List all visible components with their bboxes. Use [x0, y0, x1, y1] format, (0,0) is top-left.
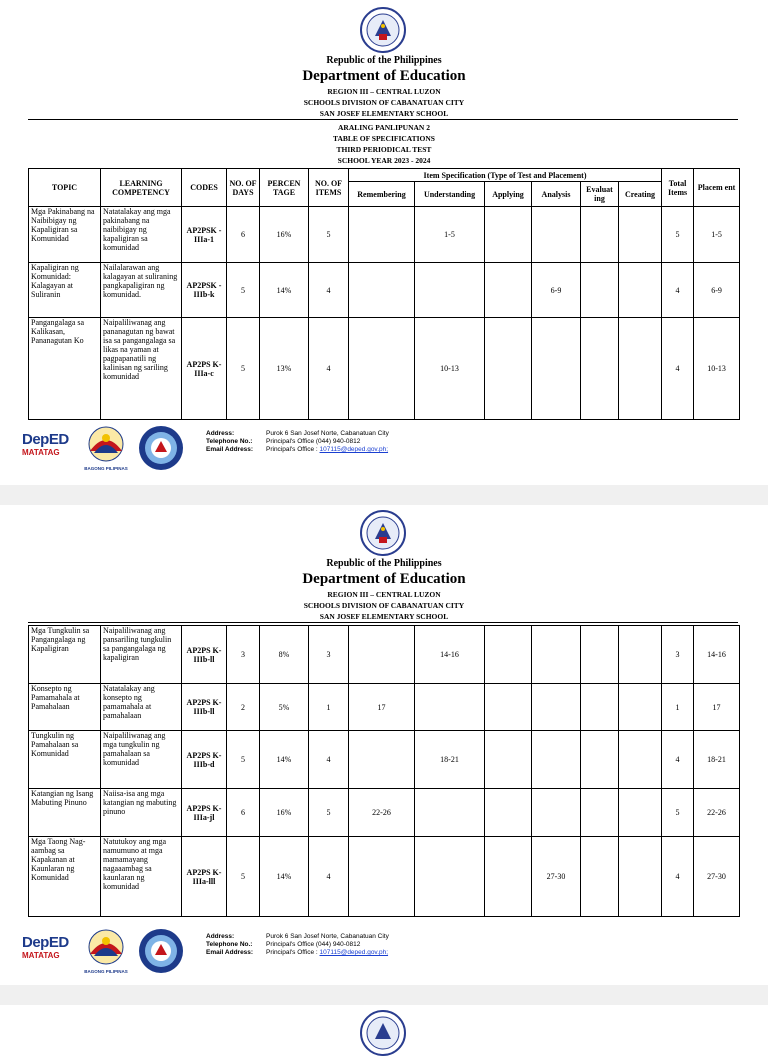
matatag-wordmark: MATATAG [22, 951, 60, 960]
col-item-spec: Item Specification (Type of Test and Placement) [349, 169, 662, 182]
understanding-cell: 18-21 [415, 731, 485, 789]
col-codes: CODES [182, 169, 227, 207]
col-items: NO. OF ITEMS [309, 169, 349, 207]
competency-cell: Naipaliliwanag ang pananagutan ng bawat isa sa pangangalaga sa likas na yaman at pagpapanatili ng kalinisan ng sariling komunidad [101, 318, 182, 420]
understanding-cell [415, 263, 485, 318]
code-cell: AP2PS K- IIIb-d [182, 731, 227, 789]
document-page-2 [0, 505, 768, 985]
evaluating-cell [581, 626, 619, 684]
topic-cell: Pangangalaga sa Kalikasan, Pananagutan Ko [29, 318, 101, 420]
competency-cell: Natatalakay ang mga pakinabang na naibibigay ng kapaligiran sa komunidad [101, 207, 182, 263]
items-cell: 1 [309, 684, 349, 731]
competency-cell: Natutukoy ang mga namumuno at mga mamamayang nagaaambag sa kaunlaran ng komunidad [101, 837, 182, 917]
total-cell: 1 [662, 684, 694, 731]
items-cell: 5 [309, 207, 349, 263]
days-cell: 2 [227, 684, 260, 731]
bagong-pilipinas-logo [80, 928, 132, 974]
days-cell: 6 [227, 207, 260, 263]
region-heading: REGION III – CENTRAL LUZON [327, 590, 441, 599]
header-divider [28, 119, 738, 120]
days-cell: 5 [227, 318, 260, 420]
percent-cell: 5% [260, 684, 309, 731]
table-row [29, 207, 740, 263]
email-link[interactable]: 107115@deped.gov.ph; [319, 949, 389, 956]
code-cell: AP2PS K- IIIb-ll [182, 684, 227, 731]
items-cell: 5 [309, 789, 349, 837]
col-topic: TOPIC [29, 169, 101, 207]
tos-title: TABLE OF SPECIFICATIONS [333, 134, 435, 143]
deped-seal-icon [359, 6, 407, 54]
deped-wordmark: DepED [22, 934, 69, 951]
total-cell: 5 [662, 207, 694, 263]
creating-cell [619, 207, 662, 263]
competency-cell: Natatalakay ang konsepto ng pamamahala at pamahalaan [101, 684, 182, 731]
topic-cell: Mga Tungkulin sa Pangangalaga ng Kapaligiran [29, 626, 101, 684]
evaluating-cell [581, 837, 619, 917]
address-value: Purok 6 San Josef Norte, Cabanatuan City [266, 430, 389, 437]
items-cell: 4 [309, 263, 349, 318]
analysis-cell [532, 684, 581, 731]
remembering-cell: 17 [349, 684, 415, 731]
republic-heading: Republic of the Philippines [326, 55, 442, 66]
deped-matatag-logo [22, 934, 72, 970]
analysis-cell: 27-30 [532, 837, 581, 917]
col-understanding: Understanding [415, 182, 485, 207]
days-cell: 5 [227, 731, 260, 789]
remembering-cell [349, 207, 415, 263]
telephone-value: Principal's Office (044) 940-0812 [266, 438, 361, 445]
percent-cell: 8% [260, 626, 309, 684]
percent-cell: 16% [260, 789, 309, 837]
school-heading: SAN JOSEF ELEMENTARY SCHOOL [319, 109, 449, 118]
bagong-pilipinas-text: BAGONG PILIPINAS [84, 969, 128, 974]
table-row [29, 263, 740, 318]
placement-cell: 17 [694, 684, 740, 731]
topic-cell: Tungkulin ng Pamahalaan sa Komunidad [29, 731, 101, 789]
matatag-wordmark: MATATAG [22, 448, 60, 457]
percent-cell: 14% [260, 731, 309, 789]
remembering-cell: 22-26 [349, 789, 415, 837]
email-link[interactable]: 107115@deped.gov.ph; [319, 446, 389, 453]
applying-cell [485, 626, 532, 684]
table-row [29, 684, 740, 731]
topic-cell: Konsepto ng Pamamahala at Pamahalaan [29, 684, 101, 731]
region-heading: REGION III – CENTRAL LUZON [327, 87, 441, 96]
school-heading: SAN JOSEF ELEMENTARY SCHOOL [319, 612, 449, 621]
code-cell: AP2PSK - IIIb-k [182, 263, 227, 318]
col-percentage: PERCEN TAGE [260, 169, 309, 207]
creating-cell [619, 789, 662, 837]
placement-cell: 14-16 [694, 626, 740, 684]
competency-cell: Naiisa-isa ang mga katangian ng mabuting pinuno [101, 789, 182, 837]
placement-cell: 10-13 [694, 318, 740, 420]
applying-cell [485, 207, 532, 263]
competency-cell: Naipaliliwanag ang pansariling tungkulin sa pangangalaga ng kapaligiran [101, 626, 182, 684]
division-heading: SCHOOLS DIVISION OF CABANATUAN CITY [303, 601, 465, 610]
competency-cell: Naipaliliwanag ang mga tungkulin ng pamahalaan sa komunidad [101, 731, 182, 789]
understanding-cell: 10-13 [415, 318, 485, 420]
understanding-cell [415, 789, 485, 837]
percent-cell: 16% [260, 207, 309, 263]
items-cell: 3 [309, 626, 349, 684]
creating-cell [619, 263, 662, 318]
address-label: Address: [206, 430, 235, 437]
remembering-cell [349, 318, 415, 420]
evaluating-cell [581, 263, 619, 318]
contact-block [206, 933, 389, 957]
topic-cell: Katangian ng Isang Mabuting Pinuno [29, 789, 101, 837]
topic-cell: Mga Pakinabang na Naibibigay ng Kapaligiran sa Komunidad [29, 207, 101, 263]
address-label: Address: [206, 933, 235, 940]
col-evaluating: Evaluat ing [581, 182, 619, 207]
code-cell: AP2PSK - IIIa-1 [182, 207, 227, 263]
evaluating-cell [581, 318, 619, 420]
page-2-footer [22, 928, 452, 974]
remembering-cell [349, 626, 415, 684]
creating-cell [619, 318, 662, 420]
understanding-cell: 1-5 [415, 207, 485, 263]
deped-matatag-logo [22, 431, 72, 467]
page-gap [0, 485, 768, 505]
telephone-value: Principal's Office (044) 940-0812 [266, 941, 361, 948]
placement-cell: 27-30 [694, 837, 740, 917]
remembering-cell [349, 837, 415, 917]
topic-cell: Kapaligiran ng Komunidad: Kalagayan at Suliranin [29, 263, 101, 318]
school-seal-logo [138, 425, 184, 471]
evaluating-cell [581, 684, 619, 731]
items-cell: 4 [309, 318, 349, 420]
analysis-cell [532, 626, 581, 684]
col-remembering: Remembering [349, 182, 415, 207]
department-heading: Department of Education [302, 571, 466, 587]
page-1-footer [22, 425, 452, 471]
bagong-pilipinas-logo [80, 425, 132, 471]
items-cell: 4 [309, 837, 349, 917]
percent-cell: 13% [260, 318, 309, 420]
analysis-cell: 6-9 [532, 263, 581, 318]
address-value: Purok 6 San Josef Norte, Cabanatuan City [266, 933, 389, 940]
deped-seal-icon [359, 509, 407, 557]
table-row [29, 789, 740, 837]
days-cell: 5 [227, 263, 260, 318]
placement-cell: 6-9 [694, 263, 740, 318]
applying-cell [485, 263, 532, 318]
analysis-cell [532, 731, 581, 789]
document-page-3 [0, 1005, 768, 1024]
department-heading: Department of Education [302, 68, 466, 84]
col-competency: LEARNING COMPETENCY [101, 169, 182, 207]
days-cell: 5 [227, 837, 260, 917]
items-cell: 4 [309, 731, 349, 789]
col-days: NO. OF DAYS [227, 169, 260, 207]
col-placement: Placem ent [694, 169, 740, 207]
evaluating-cell [581, 731, 619, 789]
subject-heading: ARALING PANLIPUNAN 2 [338, 123, 430, 132]
total-cell: 4 [662, 318, 694, 420]
deped-seal-icon [359, 1009, 407, 1057]
bagong-pilipinas-icon [80, 928, 132, 966]
division-heading: SCHOOLS DIVISION OF CABANATUAN CITY [303, 98, 465, 107]
col-analysis: Analysis [532, 182, 581, 207]
code-cell: AP2PS K- IIIa-lll [182, 837, 227, 917]
creating-cell [619, 731, 662, 789]
telephone-label: Telephone No.: [206, 438, 253, 445]
bagong-pilipinas-icon [80, 425, 132, 463]
analysis-cell [532, 318, 581, 420]
total-cell: 3 [662, 626, 694, 684]
days-cell: 3 [227, 626, 260, 684]
col-applying: Applying [485, 182, 532, 207]
applying-cell [485, 684, 532, 731]
applying-cell [485, 731, 532, 789]
applying-cell [485, 789, 532, 837]
placement-cell: 22-26 [694, 789, 740, 837]
total-cell: 4 [662, 263, 694, 318]
days-cell: 6 [227, 789, 260, 837]
creating-cell [619, 837, 662, 917]
email-label: Email Address: [206, 949, 254, 956]
test-title: THIRD PERIODICAL TEST [336, 145, 432, 154]
table-row [29, 731, 740, 789]
topic-cell: Mga Taong Nag-aambag sa Kapakanan at Kaunlaran ng Komunidad [29, 837, 101, 917]
understanding-cell [415, 684, 485, 731]
remembering-cell [349, 263, 415, 318]
code-cell: AP2PS K- IIIb-ll [182, 626, 227, 684]
analysis-cell [532, 789, 581, 837]
republic-heading: Republic of the Philippines [326, 558, 442, 569]
competency-cell: Nailalarawan ang kalagayan at suliraning pangkapaligiran ng komunidad. [101, 263, 182, 318]
col-creating: Creating [619, 182, 662, 207]
placement-cell: 1-5 [694, 207, 740, 263]
document-page-1 [0, 0, 768, 485]
total-cell: 5 [662, 789, 694, 837]
remembering-cell [349, 731, 415, 789]
telephone-label: Telephone No.: [206, 941, 253, 948]
contact-block [206, 430, 389, 454]
table-row [29, 318, 740, 420]
percent-cell: 14% [260, 263, 309, 318]
school-seal-logo [138, 928, 184, 974]
page-gap [0, 985, 768, 1005]
code-cell: AP2PS K- IIIa-jl [182, 789, 227, 837]
email-office: Principal's Office : [266, 949, 318, 956]
creating-cell [619, 626, 662, 684]
header-divider [28, 622, 738, 623]
creating-cell [619, 684, 662, 731]
understanding-cell: 14-16 [415, 626, 485, 684]
table-row [29, 837, 740, 917]
applying-cell [485, 318, 532, 420]
tos-table-page-1 [28, 168, 740, 420]
deped-wordmark: DepED [22, 431, 69, 448]
school-year-title: SCHOOL YEAR 2023 - 2024 [337, 156, 431, 165]
analysis-cell [532, 207, 581, 263]
tos-table-page-2 [28, 625, 740, 917]
evaluating-cell [581, 789, 619, 837]
col-total: Total Items [662, 169, 694, 207]
bagong-pilipinas-text: BAGONG PILIPINAS [84, 466, 128, 471]
table-row [29, 626, 740, 684]
percent-cell: 14% [260, 837, 309, 917]
evaluating-cell [581, 207, 619, 263]
email-office: Principal's Office : [266, 446, 318, 453]
understanding-cell [415, 837, 485, 917]
applying-cell [485, 837, 532, 917]
total-cell: 4 [662, 837, 694, 917]
code-cell: AP2PS K- IIIa-c [182, 318, 227, 420]
placement-cell: 18-21 [694, 731, 740, 789]
total-cell: 4 [662, 731, 694, 789]
email-label: Email Address: [206, 446, 254, 453]
